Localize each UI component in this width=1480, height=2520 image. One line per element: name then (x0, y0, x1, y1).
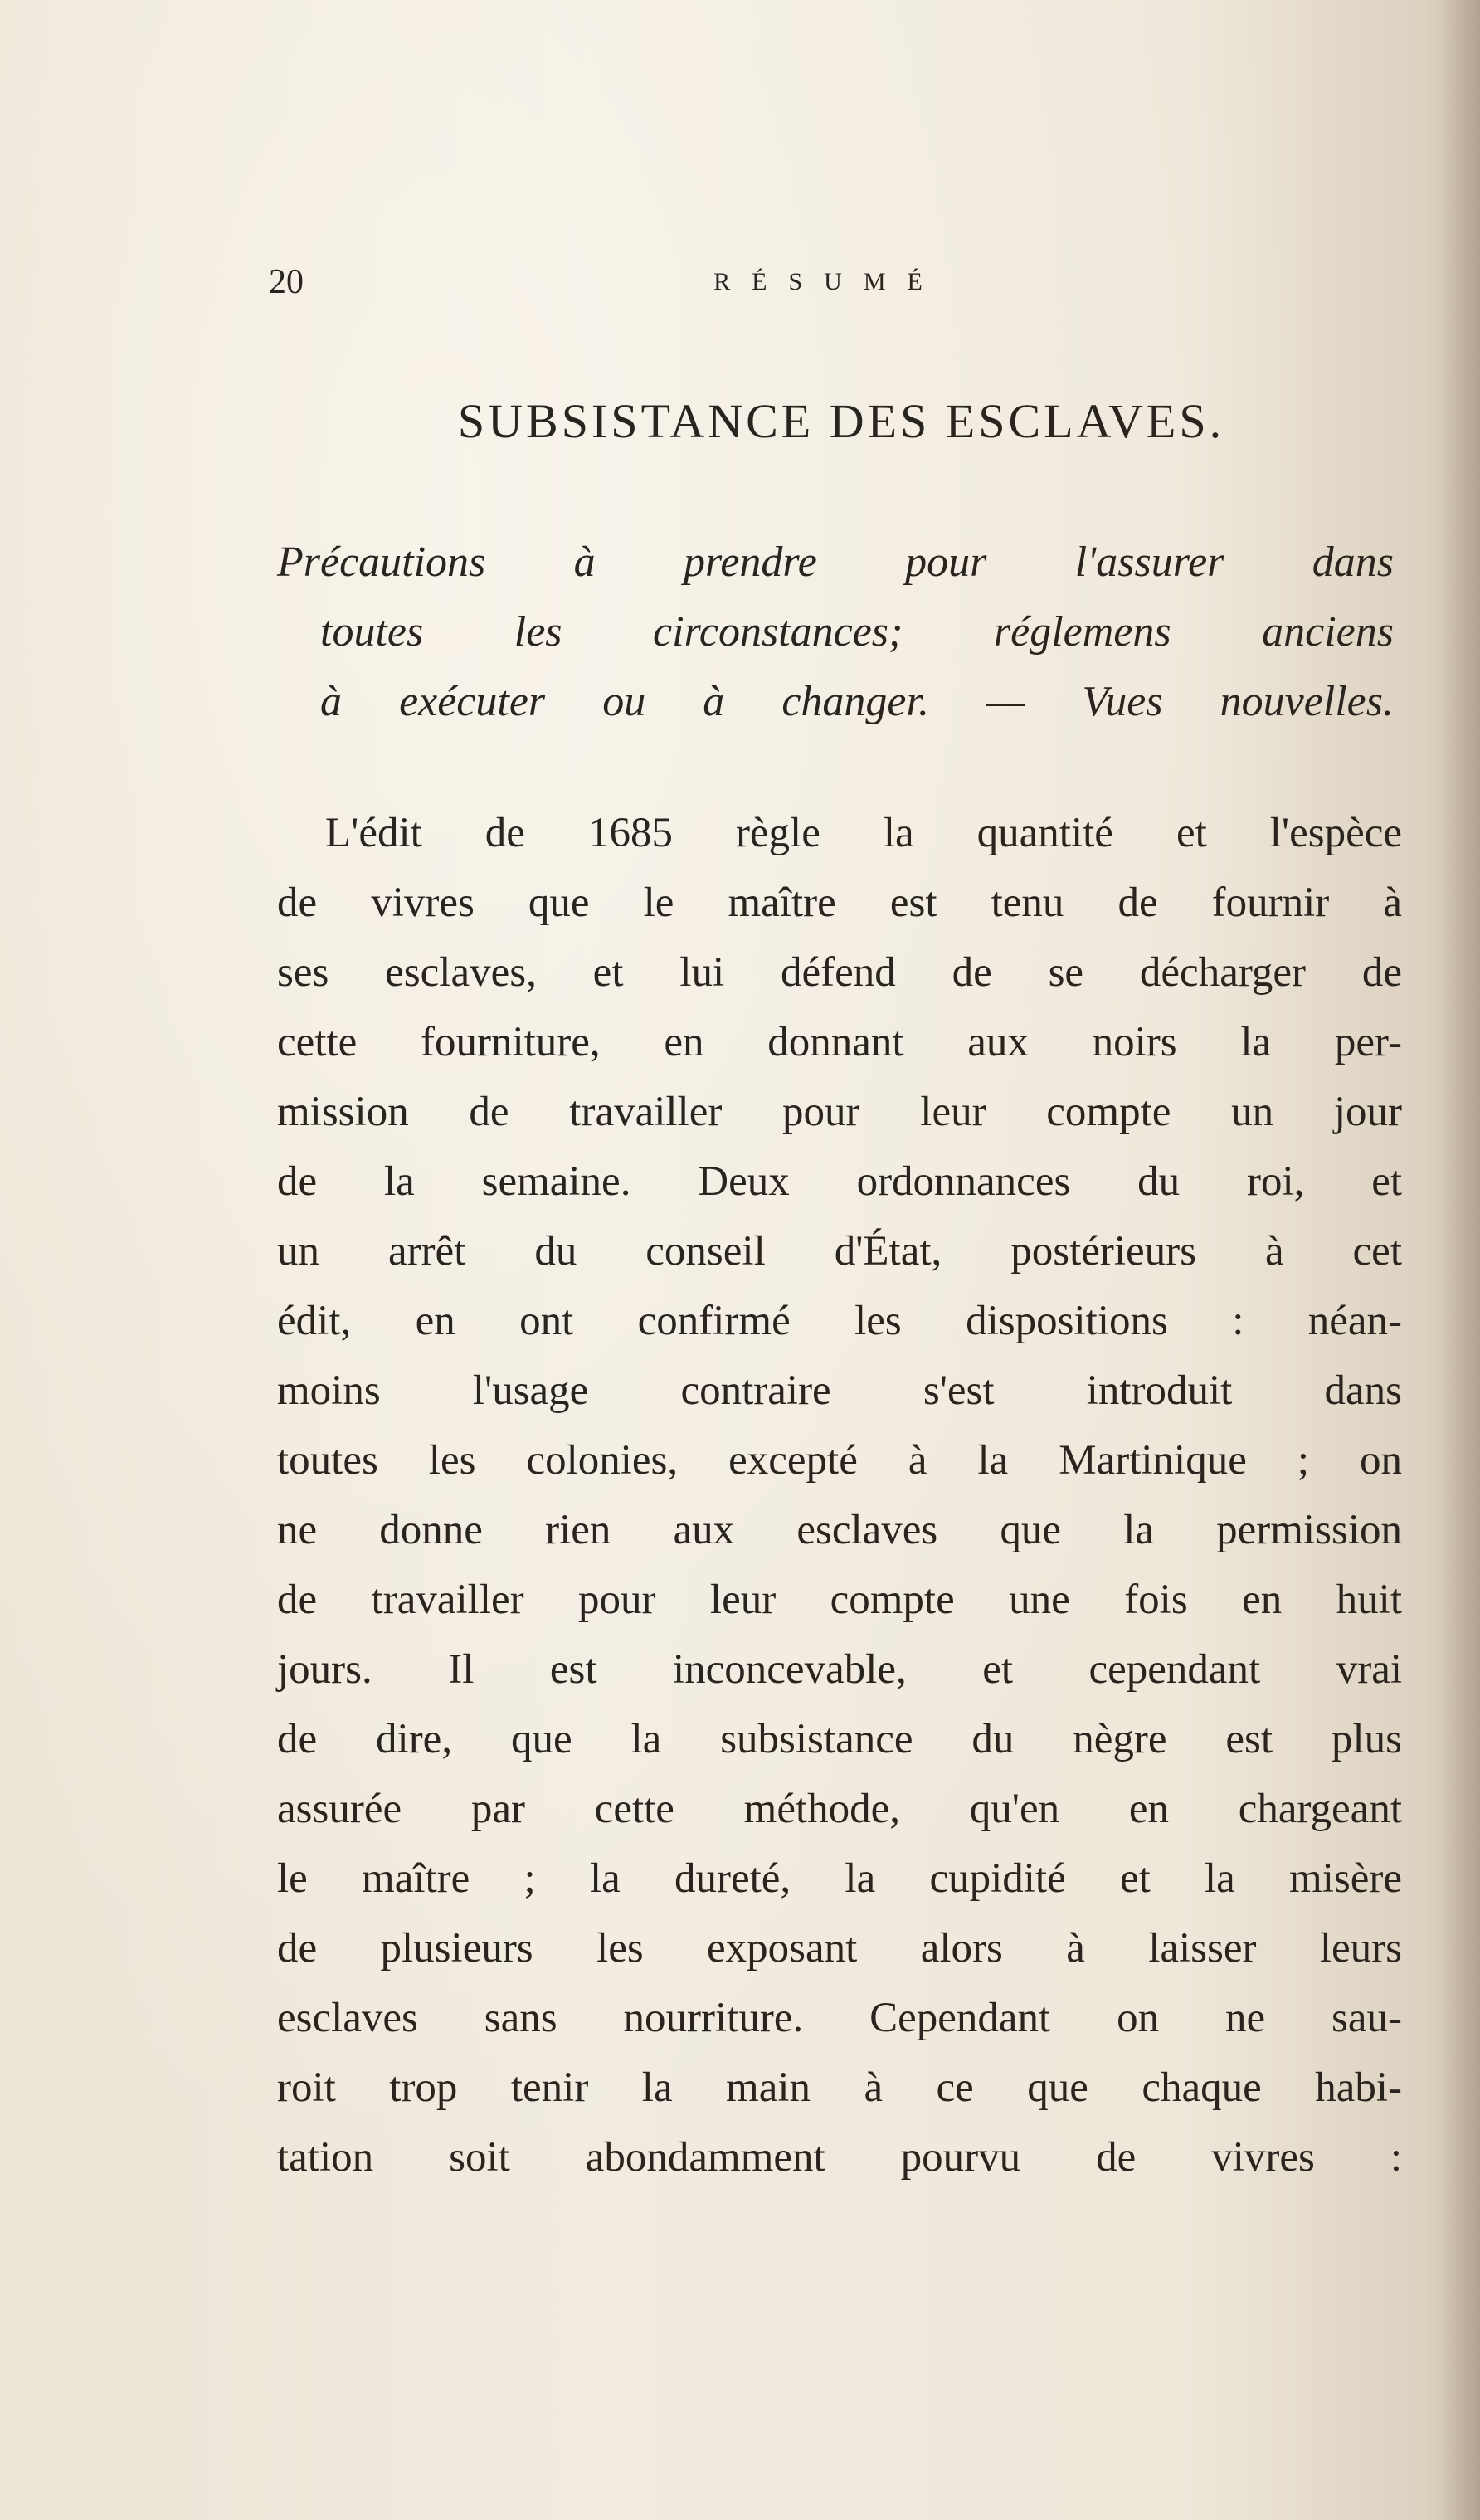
text-line: de dire, que la subsistance du nègre est plus (277, 1716, 1402, 1762)
text-line: de travailler pour leur compte une fois en huit (277, 1577, 1402, 1623)
text-line: cette fourniture, en donnant aux noirs la per- (277, 1019, 1402, 1065)
body-paragraph (277, 798, 1402, 2192)
text-line: toutes les colonies, excepté à la Martinique ; on (277, 1437, 1402, 1484)
text-line: roit trop tenir la main à ce que chaque habi- (277, 2064, 1402, 2111)
page-header (269, 257, 1414, 307)
text-line: ses esclaves, et lui défend de se décharger de (277, 949, 1402, 996)
text-line: le maître ; la dureté, la cupidité et la misère (277, 1855, 1402, 1902)
text-line: mission de travailler pour leur compte un jour (277, 1089, 1402, 1135)
text-line: jours. Il est inconcevable, et cependant vrai (277, 1646, 1402, 1693)
text-line: de la semaine. Deux ordonnances du roi, et (277, 1158, 1402, 1205)
text-line: esclaves sans nourriture. Cependant on ne sau- (277, 1995, 1402, 2041)
text-line: moins l'usage contraire s'est introduit dans (277, 1367, 1402, 1414)
text-line: L'édit de 1685 règle la quantité et l'espèce (325, 810, 1402, 856)
subtitle-line: à exécuter ou à changer. — Vues nouvelles. (320, 678, 1394, 725)
text-line: un arrêt du conseil d'État, postérieurs à cet (277, 1228, 1402, 1275)
subtitle-line: Précautions à prendre pour l'assurer dans (277, 539, 1394, 586)
text-line: de vivres que le maître est tenu de fournir à (277, 880, 1402, 926)
text-line: tation soit abondamment pourvu de vivres : (277, 2134, 1402, 2181)
text-line: édit, en ont confirmé les dispositions : néan- (277, 1298, 1402, 1344)
page-number: 20 (269, 263, 304, 301)
page-edge-shadow (1440, 0, 1480, 2520)
text-line: de plusieurs les exposant alors à laisser leurs (277, 1925, 1402, 1972)
section-subtitle (277, 528, 1394, 737)
section-title: SUBSISTANCE DES ESCLAVES. (457, 394, 1225, 448)
text-line: assurée par cette méthode, qu'en en chargeant (277, 1786, 1402, 1832)
text-line: ne donne rien aux esclaves que la permission (277, 1507, 1402, 1553)
running-head: RÉSUMÉ (713, 268, 944, 295)
subtitle-line: toutes les circonstances; réglemens anciens (320, 608, 1394, 656)
